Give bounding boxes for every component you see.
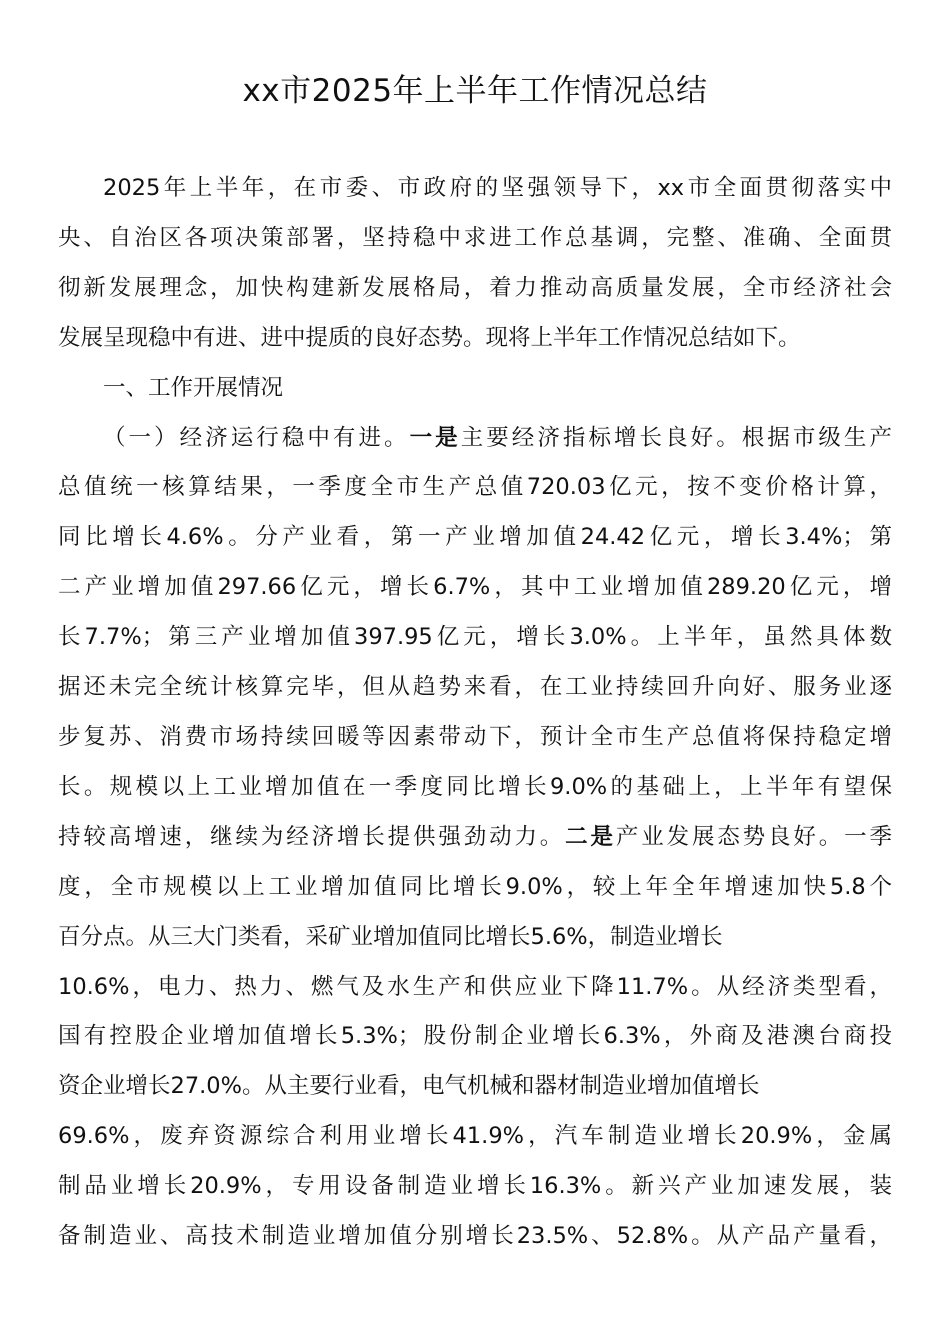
- economy-paragraph: [58, 414, 892, 1262]
- paragraph-line: [58, 414, 892, 464]
- paragraph-line: 10.6%，电力、热力、燃气及水生产和供应业下降11.7%。从经济类型看，: [58, 973, 892, 1000]
- point-marker-one: 一是: [409, 424, 461, 451]
- paragraph-line: 长。规模以上工业增加值在一季度同比增长9.0%的基础上，上半年有望保: [58, 773, 892, 800]
- point-text: 产业发展态势良好。一季: [615, 823, 892, 850]
- document-title: xx市2025年上半年工作情况总结: [242, 73, 708, 109]
- subsection-heading: （一）经济运行稳中有进。: [103, 424, 410, 451]
- point-marker-two: 二是: [565, 823, 616, 850]
- intro-line: 2025年上半年，在市委、市政府的坚强领导下，xx市全面贯彻落实中: [103, 175, 892, 201]
- document-body: [58, 164, 892, 1262]
- paragraph-line: 二产业增加值297.66亿元，增长6.7%，其中工业增加值289.20亿元，增: [58, 574, 892, 601]
- paragraph-line: 国有控股企业增加值增长5.3%；股份制企业增长6.3%，外商及港澳台商投: [58, 1023, 892, 1050]
- paragraph-line: 据还未完全统计核算完毕，但从趋势来看，在工业持续回升向好、服务业逐: [58, 674, 892, 701]
- section-heading: 一、工作开展情况: [103, 374, 284, 401]
- paragraph-line: 百分点。从三大门类看，采矿业增加值同比增长5.6%，制造业增长: [58, 923, 723, 950]
- intro-line: 央、自治区各项决策部署，坚持稳中求进工作总基调，完整、准确、全面贯: [58, 224, 892, 251]
- section-heading-paragraph: [58, 364, 892, 414]
- intro-line: 发展呈现稳中有进、进中提质的良好态势。现将上半年工作情况总结如下。: [58, 324, 801, 351]
- paragraph-line: 总值统一核算结果，一季度全市生产总值720.03亿元，按不变价格计算，: [58, 474, 892, 501]
- point-text: 持较高增速，继续为经济增长提供强劲动力。: [58, 823, 566, 850]
- intro-line: 彻新发展理念，加快构建新发展格局，着力推动高质量发展，全市经济社会: [58, 274, 892, 301]
- paragraph-line: 长7.7%；第三产业增加值397.95亿元，增长3.0%。上半年，虽然具体数: [58, 624, 892, 651]
- paragraph-line: 同比增长4.6%。分产业看，第一产业增加值24.42亿元，增长3.4%；第: [58, 524, 892, 551]
- paragraph-line: 步复苏、消费市场持续回暖等因素带动下，预计全市生产总值将保持稳定增: [58, 723, 892, 750]
- paragraph-line: 制品业增长20.9%，专用设备制造业增长16.3%。新兴产业加速发展，装: [58, 1173, 892, 1200]
- paragraph-line: 69.6%，废弃资源综合利用业增长41.9%，汽车制造业增长20.9%，金属: [58, 1123, 892, 1150]
- intro-paragraph: [58, 164, 892, 364]
- paragraph-line: [58, 813, 892, 863]
- point-text: 主要经济指标增长良好。根据市级生产: [460, 424, 892, 451]
- paragraph-line: 度，全市规模以上工业增加值同比增长9.0%，较上年全年增速加快5.8个: [58, 873, 892, 900]
- paragraph-line: 备制造业、高技术制造业增加值分别增长23.5%、52.8%。从产品产量看，: [58, 1223, 892, 1250]
- paragraph-line: 资企业增长27.0%。从主要行业看，电气机械和器材制造业增加值增长: [58, 1073, 760, 1100]
